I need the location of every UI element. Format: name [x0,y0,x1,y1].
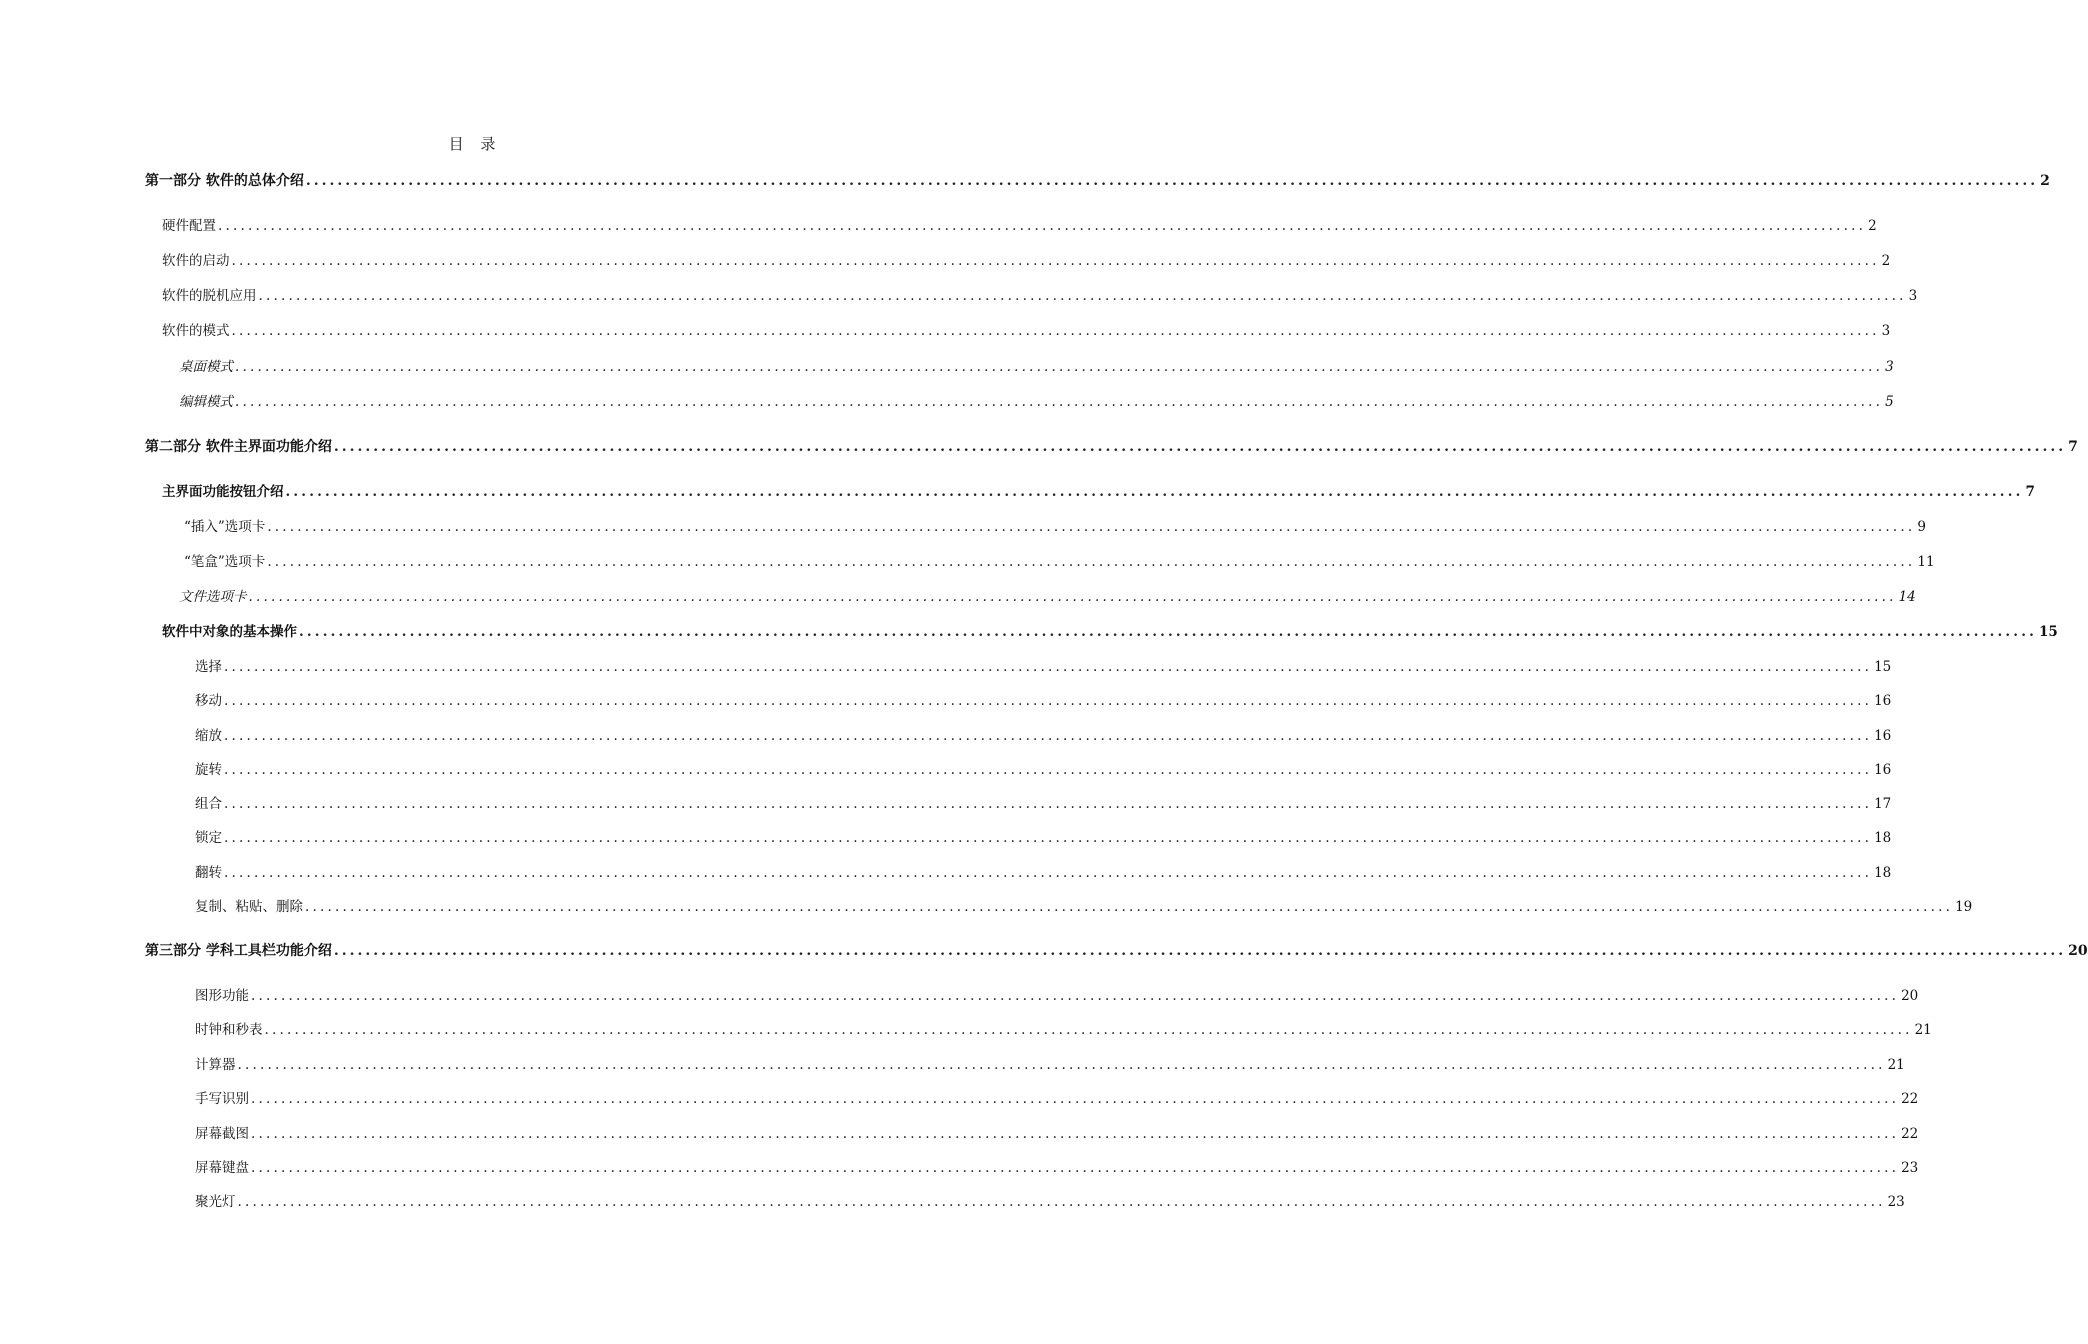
toc-leader-dots: ............................................................................................................................................................................................................................ [251,1091,1900,1107]
toc-entry-label: 软件中对象的基本操作 [162,624,297,640]
toc-entry-page: 21 [1887,1057,1905,1073]
toc-entry[interactable] [162,622,2058,642]
toc-title: 目 录 [448,135,502,153]
toc-entry-page: 16 [1874,693,1892,709]
toc-entry[interactable] [195,863,1892,883]
toc-entry-label: 复制、粘贴、删除 [195,899,303,915]
toc-entry[interactable] [195,657,1892,677]
toc-entry-label: 软件的启动 [162,253,230,269]
toc-entry[interactable] [195,986,1919,1006]
toc-leader-dots: ............................................................................................................................................................................................................................ [237,1194,1886,1210]
toc-entry[interactable] [195,691,1892,711]
toc-entry-page: 14 [1898,589,1916,605]
toc-entry[interactable] [195,1055,1905,1075]
toc-leader-dots: ............................................................................................................................................................................................................................ [224,728,1873,744]
toc-entry-label: 时钟和秒表 [195,1022,263,1038]
toc-leader-dots: ............................................................................................................................................................................................................................ [231,253,1880,269]
toc-leader-dots: ............................................................................................................................................................................................................................ [251,988,1900,1004]
toc-entry-label: 计算器 [195,1057,236,1073]
toc-entry[interactable] [195,897,1973,917]
toc-entry-page: 21 [1914,1022,1932,1038]
toc-entry[interactable] [145,171,2050,191]
toc-entry[interactable] [162,482,2035,502]
toc-entry-label: 缩放 [195,728,222,744]
toc-entry-label: 翻转 [195,865,222,881]
toc-leader-dots: ............................................................................................................................................................................................................................ [333,943,2067,959]
toc-entry-page: 23 [1887,1194,1905,1210]
toc-entry-page: 11 [1917,554,1935,570]
toc-entry-label: 第三部分 学科工具栏功能介绍 [145,943,332,959]
toc-leader-dots: ............................................................................................................................................................................................................................ [248,589,1897,605]
toc-entry-label: 旋转 [195,762,222,778]
toc-entry-page: 18 [1874,865,1892,881]
toc-leader-dots: ............................................................................................................................................................................................................................ [251,1126,1900,1142]
toc-entry[interactable] [195,1089,1919,1109]
toc-entry-label: 移动 [195,693,222,709]
toc-leader-dots: ............................................................................................................................................................................................................................ [237,1057,1886,1073]
toc-entry[interactable] [195,1192,1905,1212]
toc-entry[interactable] [162,216,1877,236]
toc-leader-dots: ............................................................................................................................................................................................................................ [224,796,1873,812]
toc-entry-label: 编辑模式 [179,394,233,410]
toc-entry-page: 2 [1868,218,1877,234]
toc-entry-page: 22 [1901,1126,1919,1142]
toc-leader-dots: ............................................................................................................................................................................................................................ [218,218,1867,234]
toc-entry-page: 18 [1874,830,1892,846]
toc-entry-page: 20 [2068,943,2088,959]
toc-entry-label: 软件的模式 [162,323,230,339]
toc-leader-dots: ............................................................................................................................................................................................................................ [235,394,1884,410]
toc-entry[interactable] [195,828,1892,848]
toc-leader-dots: ............................................................................................................................................................................................................................ [224,830,1873,846]
toc-entry-label: 锁定 [195,830,222,846]
toc-entry-label: 组合 [195,796,222,812]
toc-leader-dots: ............................................................................................................................................................................................................................ [251,1160,1900,1176]
toc-entry-label: 硬件配置 [162,218,216,234]
toc-entry[interactable] [179,392,1894,412]
toc-leader-dots: ............................................................................................................................................................................................................................ [235,359,1884,375]
toc-entry-label: “笔盒”选项卡 [184,554,266,570]
toc-entry[interactable] [145,941,2088,961]
toc-entry-page: 16 [1874,728,1892,744]
toc-leader-dots: ............................................................................................................................................................................................................................ [333,439,2067,455]
toc-entry-page: 16 [1874,762,1892,778]
toc-entry-label: “插入”选项卡 [184,519,266,535]
toc-leader-dots: ............................................................................................................................................................................................................................ [305,899,1954,915]
toc-entry-page: 2 [2040,173,2050,189]
toc-entry-label: 聚光灯 [195,1194,236,1210]
toc-leader-dots: ............................................................................................................................................................................................................................ [224,865,1873,881]
toc-entry-page: 9 [1917,519,1926,535]
toc-leader-dots: ............................................................................................................................................................................................................................ [267,519,1916,535]
toc-entry[interactable] [195,794,1892,814]
toc-leader-dots: ............................................................................................................................................................................................................................ [305,173,2039,189]
toc-entry[interactable] [145,437,2078,457]
toc-entry-label: 文件选项卡 [179,589,247,605]
toc-entry-label: 主界面功能按钮介绍 [162,484,284,500]
toc-leader-dots: ............................................................................................................................................................................................................................ [299,624,2037,640]
toc-entry-page: 7 [2068,439,2078,455]
toc-entry-page: 3 [1908,288,1918,304]
toc-entry[interactable] [195,1158,1919,1178]
toc-entry[interactable] [195,760,1892,780]
toc-leader-dots: ............................................................................................................................................................................................................................ [224,693,1873,709]
toc-entry[interactable] [195,726,1892,746]
toc-entry-label: 第一部分 软件的总体介绍 [145,173,304,189]
toc-entry-page: 3 [1881,323,1891,339]
toc-entry[interactable] [179,587,1916,607]
toc-entry-page: 20 [1901,988,1919,1004]
toc-leader-dots: ............................................................................................................................................................................................................................ [258,288,1907,304]
toc-entry-page: 19 [1955,899,1973,915]
toc-entry[interactable] [162,286,1918,306]
toc-entry-label: 第二部分 软件主界面功能介绍 [145,439,332,455]
toc-entry-label: 选择 [195,659,222,675]
toc-entry-label: 软件的脱机应用 [162,288,257,304]
toc-entry-label: 屏幕键盘 [195,1160,249,1176]
toc-leader-dots: ............................................................................................................................................................................................................................ [264,1022,1913,1038]
toc-entry-page: 17 [1874,796,1892,812]
toc-entry[interactable] [184,552,1935,572]
toc-entry-page: 3 [1885,359,1894,375]
toc-entry[interactable] [195,1020,1932,1040]
toc-entry-page: 15 [1874,659,1892,675]
toc-entry[interactable] [162,251,1891,271]
toc-entry-page: 22 [1901,1091,1919,1107]
toc-leader-dots: ............................................................................................................................................................................................................................ [231,323,1880,339]
toc-entry-label: 手写识别 [195,1091,249,1107]
toc-entry-label: 桌面模式 [179,359,233,375]
toc-entry-label: 屏幕截图 [195,1126,249,1142]
toc-entry[interactable] [162,321,1891,341]
toc-entry-label: 图形功能 [195,988,249,1004]
toc-entry[interactable] [195,1124,1919,1144]
toc-entry-page: 2 [1881,253,1891,269]
toc-entry[interactable] [179,357,1894,377]
toc-leader-dots: ............................................................................................................................................................................................................................ [224,659,1873,675]
toc-leader-dots: ............................................................................................................................................................................................................................ [224,762,1873,778]
toc-entry[interactable] [184,517,1926,537]
toc-entry-page: 15 [2039,624,2058,640]
toc-leader-dots: ............................................................................................................................................................................................................................ [267,554,1916,570]
toc-entry-page: 23 [1901,1160,1919,1176]
toc-leader-dots: ............................................................................................................................................................................................................................ [285,484,2024,500]
toc-entry-page: 5 [1885,394,1894,410]
toc-entry-page: 7 [2025,484,2035,500]
